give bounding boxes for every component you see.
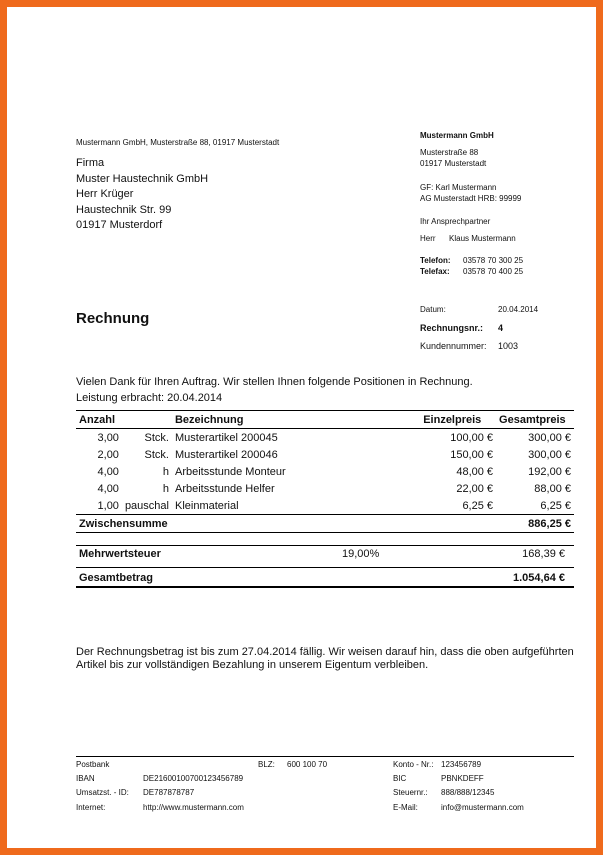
header-unit-price: Einzelpreis xyxy=(420,411,496,429)
internet-label: Internet: xyxy=(76,803,106,812)
row-price: 100,00 € xyxy=(450,431,494,444)
company-name: Mustermann GmbH xyxy=(420,131,494,140)
email-link[interactable]: info@mustermann.com xyxy=(441,803,524,812)
row-unit: Stck. xyxy=(144,431,169,444)
recipient-line: Haustechnik Str. 99 xyxy=(76,203,172,216)
footer-divider xyxy=(76,756,574,757)
recipient-line: 01917 Musterdorf xyxy=(76,219,163,231)
header-desc: Bezeichnung xyxy=(172,411,420,429)
company-city: 01917 Musterstadt xyxy=(420,159,487,168)
table-row xyxy=(76,463,574,480)
recipient-line: Herr Krüger xyxy=(76,188,134,200)
konto-value: 123456789 xyxy=(441,760,482,769)
row-price: 6,25 € xyxy=(462,499,494,512)
vat-divider-bottom xyxy=(76,567,574,568)
date-value: 20.04.2014 xyxy=(498,305,539,314)
intro-line: Vielen Dank für Ihren Auftrag. Wir stellen Ihnen folgende Positionen in Rechnung. xyxy=(76,376,473,388)
subtotal-label: Zwischensumme xyxy=(76,515,420,533)
grand-total-label: Gesamtbetrag xyxy=(79,572,153,584)
fax-value: 03578 70 400 25 xyxy=(463,267,524,276)
table-row xyxy=(76,429,574,447)
grand-total-underline xyxy=(76,586,574,588)
row-desc: Arbeitsstunde Helfer xyxy=(174,482,275,495)
subtotal-value: 886,25 € xyxy=(496,515,574,533)
row-unit: h xyxy=(162,465,169,478)
service-date: Leistung erbracht: 20.04.2014 xyxy=(76,392,223,404)
recipient-address xyxy=(76,156,208,234)
payment-note: Der Rechnungsbetrag ist bis zum 27.04.2014 fällig. Wir weisen darauf hin, dass die oben aufgeführten Artikel bis zur vollständigen Bezahlung in unserem Eigentum verbleiben. xyxy=(76,646,574,671)
row-qty: 3,00 xyxy=(97,431,119,444)
vat-rate: 19,00% xyxy=(342,548,380,560)
row-price: 48,00 € xyxy=(456,465,494,478)
row-desc: Musterartikel 200046 xyxy=(174,448,278,461)
header-total: Gesamtpreis xyxy=(496,411,574,429)
row-total: 300,00 € xyxy=(528,448,571,461)
contact-name: Klaus Mustermann xyxy=(449,234,516,243)
row-total: 6,25 € xyxy=(540,499,571,512)
row-desc: Arbeitsstunde Monteur xyxy=(174,465,286,478)
items-table xyxy=(76,410,574,533)
vat-amount: 168,39 € xyxy=(522,548,565,560)
customer-number-label: Kundennummer: xyxy=(420,341,487,351)
header-unit xyxy=(122,411,172,429)
table-row xyxy=(76,446,574,463)
row-unit: Stck. xyxy=(144,448,169,461)
grand-total-amount: 1.054,64 € xyxy=(513,572,565,584)
table-row xyxy=(76,480,574,497)
ust-value: DE787878787 xyxy=(143,788,195,797)
recipient-line: Muster Haustechnik GmbH xyxy=(76,172,209,185)
row-unit: h xyxy=(162,482,169,495)
invoice-number-value: 4 xyxy=(498,323,504,333)
internet-link[interactable]: http://www.mustermann.com xyxy=(143,803,244,812)
iban-value: DE21600100700123456789 xyxy=(143,774,244,783)
row-unit: pauschal xyxy=(124,499,169,512)
table-row xyxy=(76,497,574,515)
intro-text xyxy=(76,374,473,406)
row-total: 192,00 € xyxy=(528,465,571,478)
bic-value: PBNKDEFF xyxy=(441,774,484,783)
row-qty: 1,00 xyxy=(97,499,119,512)
customer-number-value: 1003 xyxy=(498,341,519,351)
sender-return-line: Mustermann GmbH, Musterstraße 88, 01917 Musterstadt xyxy=(76,138,280,147)
steuer-label: Steuernr.: xyxy=(393,788,428,797)
fax-label: Telefax: xyxy=(420,267,450,276)
company-gf: GF: Karl Mustermann xyxy=(420,183,497,192)
subtotal-spacer xyxy=(420,515,496,533)
invoice-number-label: Rechnungsnr.: xyxy=(420,323,484,333)
row-price: 22,00 € xyxy=(456,482,494,495)
date-label: Datum: xyxy=(420,305,446,314)
row-total: 88,00 € xyxy=(534,482,571,495)
bic-label: BIC xyxy=(393,774,407,783)
blz-value: 600 100 70 xyxy=(287,760,328,769)
phone-value: 03578 70 300 25 xyxy=(463,256,524,265)
row-desc: Musterartikel 200045 xyxy=(174,431,278,444)
row-desc: Kleinmaterial xyxy=(174,499,239,512)
blz-label: BLZ: xyxy=(258,760,275,769)
header-qty: Anzahl xyxy=(76,411,122,429)
bank-label: Postbank xyxy=(76,760,110,769)
row-total: 300,00 € xyxy=(528,431,571,444)
ust-label: Umsatzst. - ID: xyxy=(76,788,129,797)
vat-divider xyxy=(76,545,574,546)
contact-title: Herr xyxy=(420,234,436,243)
contact-label: Ihr Ansprechpartner xyxy=(420,217,491,226)
row-qty: 4,00 xyxy=(97,482,119,495)
email-label: E-Mail: xyxy=(393,803,418,812)
phone-label: Telefon: xyxy=(420,256,451,265)
iban-label: IBAN xyxy=(76,774,95,783)
table-header-row xyxy=(76,411,574,429)
invoice-title: Rechnung xyxy=(76,310,150,327)
subtotal-row xyxy=(76,515,574,533)
company-ag: AG Musterstadt HRB: 99999 xyxy=(420,194,522,203)
row-price: 150,00 € xyxy=(450,448,494,461)
konto-label: Konto - Nr.: xyxy=(393,760,434,769)
row-qty: 4,00 xyxy=(97,465,119,478)
steuer-value: 888/888/12345 xyxy=(441,788,495,797)
recipient-line: Firma xyxy=(76,157,105,169)
row-qty: 2,00 xyxy=(97,448,119,461)
company-street: Musterstraße 88 xyxy=(420,148,479,157)
vat-label: Mehrwertsteuer xyxy=(79,548,161,560)
